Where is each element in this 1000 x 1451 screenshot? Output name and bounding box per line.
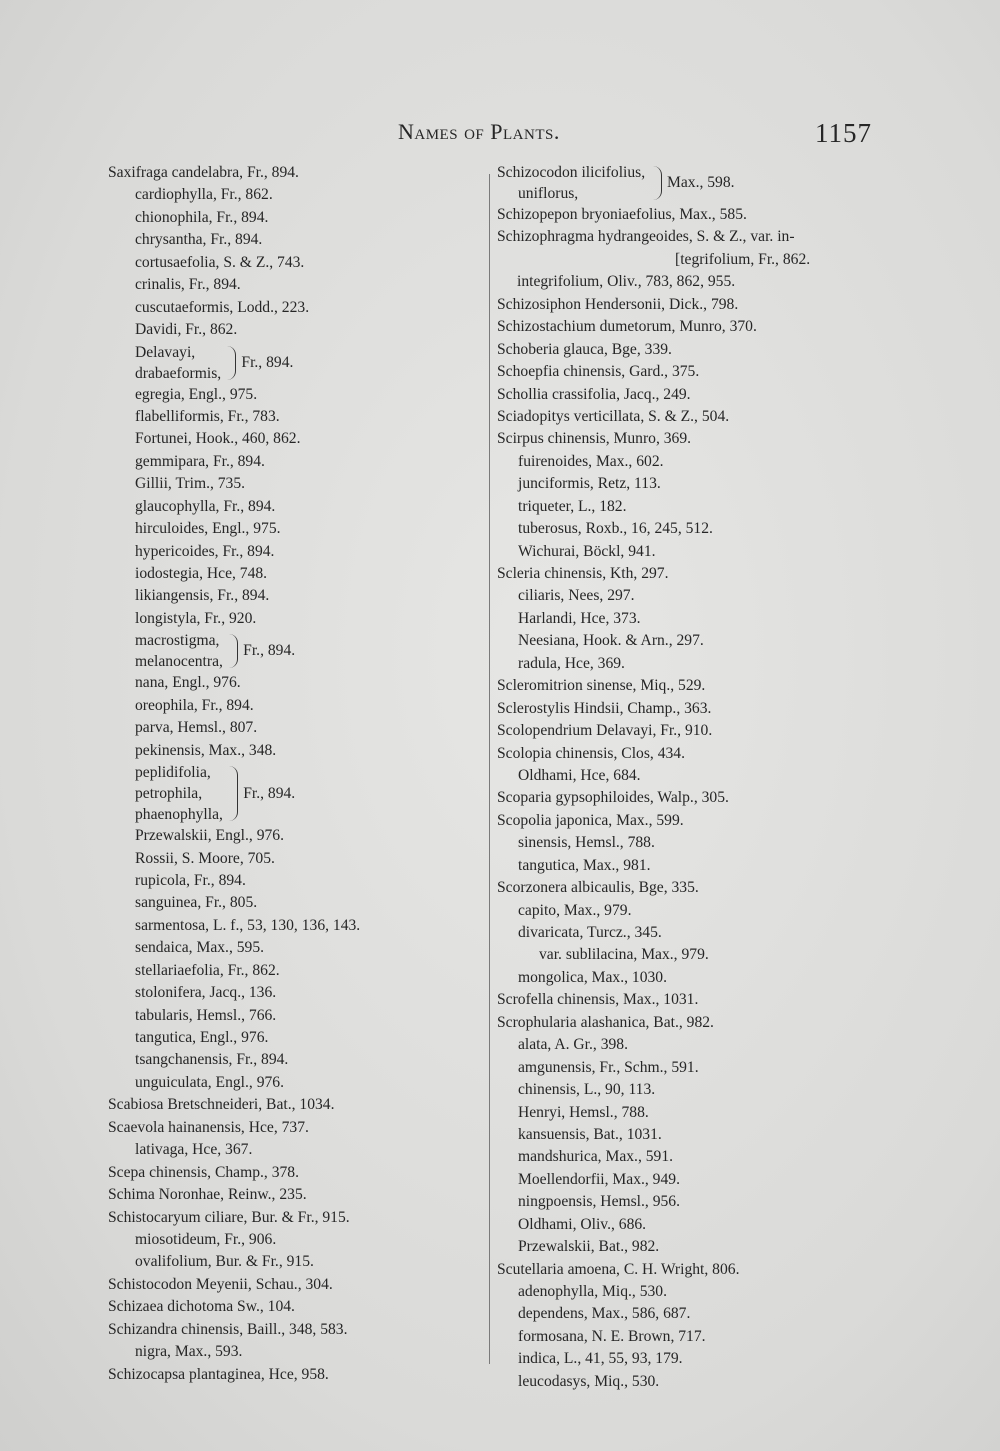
curly-brace-icon	[227, 346, 236, 380]
curly-brace-icon	[653, 166, 662, 200]
index-entry: drabaeformis,	[135, 364, 222, 382]
index-entry: likiangensis, Fr., 894.	[135, 587, 270, 605]
index-entry: triqueter, L., 182.	[518, 497, 627, 515]
bracketed-reference: Fr., 894.	[243, 642, 296, 660]
curly-brace-icon	[229, 766, 238, 821]
index-entry: Davidi, Fr., 862.	[135, 321, 238, 339]
header-word-1: Names	[398, 119, 459, 144]
index-entry: Przewalskii, Engl., 976.	[135, 827, 284, 845]
index-entry: Fortunei, Hook., 460, 862.	[135, 430, 301, 448]
index-entry: formosana, N. E. Brown, 717.	[518, 1327, 706, 1345]
index-entry: Oldhami, Hce, 684.	[518, 766, 641, 784]
index-entry: tangutica, Engl., 976.	[135, 1029, 269, 1046]
index-entry: Scepa chinensis, Champ., 378.	[108, 1163, 299, 1181]
index-entry: miosotideum, Fr., 906.	[135, 1230, 277, 1248]
index-entry: fuirenoides, Max., 602.	[518, 452, 664, 470]
index-entry: stellariaefolia, Fr., 862.	[135, 961, 280, 979]
index-entry: Moellendorfii, Max., 949.	[518, 1170, 680, 1188]
index-entry: Schima Noronhae, Reinw., 235.	[108, 1186, 307, 1204]
index-entry: Schizopepon bryoniaefolius, Max., 585.	[497, 206, 747, 223]
index-entry: Sclerostylis Hindsii, Champ., 363.	[497, 699, 712, 717]
index-entry: Scrofella chinensis, Max., 1031.	[497, 991, 699, 1009]
index-entry: iodostegia, Hce, 748.	[135, 565, 268, 582]
page-number: 1157	[815, 118, 872, 148]
index-entry: Delavayi,	[135, 343, 196, 361]
index-entry: hypericoides, Fr., 894.	[135, 542, 275, 560]
index-entry: amgunensis, Fr., Schm., 591.	[518, 1058, 699, 1076]
index-entry: capito, Max., 979.	[518, 901, 632, 919]
bracketed-reference: Max., 598.	[666, 174, 735, 191]
index-entry: Scrophularia alashanica, Bat., 982.	[497, 1013, 714, 1031]
index-entry: Rossii, S. Moore, 705.	[135, 849, 275, 867]
index-entry: cortusaefolia, S. & Z., 743.	[135, 253, 305, 271]
index-entry: hirculoides, Engl., 975.	[135, 520, 281, 538]
index-entry: divaricata, Turcz., 345.	[518, 924, 662, 941]
index-entry: Scaevola hainanensis, Hce, 737.	[108, 1118, 309, 1136]
index-entry: unguiculata, Engl., 976.	[135, 1073, 284, 1091]
index-entry: petrophila,	[135, 785, 203, 803]
bracketed-reference: Fr., 894.	[241, 353, 294, 371]
index-entry: Scolopia chinensis, Clos, 434.	[497, 744, 685, 762]
index-entry: adenophylla, Miq., 530.	[518, 1283, 667, 1300]
index-entry: chionophila, Fr., 894.	[135, 208, 269, 226]
index-entry: cuscutaeformis, Lodd., 223.	[135, 298, 310, 316]
header-word-3: Plants.	[490, 119, 560, 144]
index-entry: Schizostachium dumetorum, Munro, 370.	[497, 318, 757, 336]
index-entry: Gillii, Trim., 735.	[135, 475, 246, 493]
index-entry: oreophila, Fr., 894.	[135, 696, 254, 714]
index-entry: alata, A. Gr., 398.	[518, 1036, 629, 1054]
index-entry: tabularis, Hemsl., 766.	[135, 1006, 277, 1024]
index-entry: Harlandi, Hce, 373.	[518, 609, 641, 627]
index-entry: macrostigma,	[135, 632, 220, 650]
index-entry: dependens, Max., 586, 687.	[518, 1305, 691, 1323]
index-entry: tsangchanensis, Fr., 894.	[135, 1051, 289, 1069]
index-entry: nigra, Max., 593.	[135, 1343, 243, 1361]
right-column	[497, 162, 877, 1393]
bracketed-entry-group	[108, 762, 493, 825]
index-entry: Schoberia glauca, Bge, 339.	[497, 340, 672, 358]
index-entry: peplidifolia,	[135, 764, 211, 782]
index-entry: glaucophylla, Fr., 894.	[135, 497, 276, 515]
index-entry: Schizaea dichotoma Sw., 104.	[108, 1298, 295, 1316]
index-entry: Scolopendrium Delavayi, Fr., 910.	[497, 722, 713, 740]
index-entry: Scleria chinensis, Kth, 297.	[497, 565, 669, 582]
index-entry: chrysantha, Fr., 894.	[135, 231, 263, 249]
index-entry: gemmipara, Fr., 894.	[135, 452, 265, 470]
index-entry: Schizophragma hydrangeoides, S. & Z., var. in-	[497, 228, 795, 246]
index-entry: melanocentra,	[135, 653, 223, 671]
index-entry: mandshurica, Max., 591.	[518, 1148, 674, 1166]
index-entry: parva, Hemsl., 807.	[135, 719, 258, 737]
index-entry: crinalis, Fr., 894.	[135, 276, 241, 294]
index-entry: Scirpus chinensis, Munro, 369.	[497, 430, 692, 448]
index-entry: Neesiana, Hook. & Arn., 297.	[518, 632, 704, 650]
index-entry: Schistocodon Meyenii, Schau., 304.	[108, 1275, 333, 1293]
index-entry: tangutica, Max., 981.	[518, 856, 651, 874]
index-entry: tuberosus, Roxb., 16, 245, 512.	[518, 520, 713, 538]
index-entry: Oldhami, Oliv., 686.	[518, 1215, 647, 1233]
index-entry: indica, L., 41, 55, 93, 179.	[518, 1350, 683, 1368]
index-entry: rupicola, Fr., 894.	[135, 871, 246, 889]
index-entry: ningpoensis, Hemsl., 956.	[518, 1193, 680, 1211]
index-entry: Scopolia japonica, Max., 599.	[497, 811, 684, 829]
index-entry: egregia, Engl., 975.	[135, 385, 258, 403]
index-entry: sanguinea, Fr., 805.	[135, 894, 258, 912]
bracketed-entry-group	[108, 342, 493, 384]
index-entry: radula, Hce, 369.	[518, 654, 625, 672]
left-column	[108, 162, 493, 1386]
index-entry: Saxifraga candelabra, Fr., 894.	[108, 164, 299, 181]
index-entry: Scutellaria amoena, C. H. Wright, 806.	[497, 1260, 740, 1278]
index-entry: nana, Engl., 976.	[135, 674, 241, 692]
index-entry: Scoparia gypsophiloides, Walp., 305.	[497, 789, 729, 807]
index-entry: Schizandra chinensis, Baill., 348, 583.	[108, 1320, 348, 1338]
index-entry: Schoepfia chinensis, Gard., 375.	[497, 363, 700, 381]
bracketed-entry-group	[497, 162, 877, 204]
index-entry: leucodasys, Miq., 530.	[518, 1372, 660, 1390]
index-entry: cardiophylla, Fr., 862.	[135, 186, 273, 204]
index-entry: longistyla, Fr., 920.	[135, 609, 257, 627]
index-entry: sinensis, Hemsl., 788.	[518, 834, 655, 852]
index-entry: Przewalskii, Bat., 982.	[518, 1238, 660, 1256]
index-entry: Henryi, Hemsl., 788.	[518, 1103, 649, 1121]
index-entry: sendaica, Max., 595.	[135, 939, 265, 957]
index-entry: Schollia crassifolia, Jacq., 249.	[497, 385, 691, 403]
bracketed-entry-group	[108, 630, 493, 672]
header-word-2: of	[464, 119, 485, 144]
index-entry: [tegrifolium, Fr., 862.	[675, 250, 811, 268]
index-entry: kansuensis, Bat., 1031.	[518, 1125, 662, 1143]
index-entry: Schizocapsa plantaginea, Hce, 958.	[108, 1365, 329, 1383]
index-entry: phaenophylla,	[135, 806, 223, 824]
index-entry: Schizocodon ilicifolius,	[497, 164, 646, 181]
index-entry: flabelliformis, Fr., 783.	[135, 407, 280, 425]
index-entry: Wichurai, Böckl, 941.	[518, 542, 656, 560]
index-entry: Schistocaryum ciliare, Bur. & Fr., 915.	[108, 1208, 350, 1226]
index-entry: integrifolium, Oliv., 783, 862, 955.	[517, 273, 736, 291]
index-entry: junciformis, Retz, 113.	[518, 475, 661, 493]
index-entry: Schizosiphon Hendersonii, Dick., 798.	[497, 295, 739, 313]
index-entry: mongolica, Max., 1030.	[518, 968, 667, 986]
index-entry: pekinensis, Max., 348.	[135, 741, 277, 759]
index-entry: Scabiosa Bretschneideri, Bat., 1034.	[108, 1096, 335, 1114]
index-entry: Scorzonera albicaulis, Bge, 335.	[497, 879, 699, 897]
index-entry: lativaga, Hce, 367.	[135, 1141, 253, 1159]
index-entry: uniflorus,	[518, 185, 579, 202]
running-header	[398, 119, 560, 145]
index-entry: Sciadopitys verticillata, S. & Z., 504.	[497, 407, 730, 425]
index-entry: ciliaris, Nees, 297.	[518, 587, 635, 605]
index-entry: ovalifolium, Bur. & Fr., 915.	[135, 1253, 314, 1271]
index-entry: var. sublilacina, Max., 979.	[539, 946, 709, 964]
index-entry: stolonifera, Jacq., 136.	[135, 984, 277, 1002]
index-entry: chinensis, L., 90, 113.	[518, 1081, 656, 1099]
bracketed-reference: Fr., 894.	[243, 784, 296, 802]
index-entry: Scleromitrion sinense, Miq., 529.	[497, 677, 706, 695]
curly-brace-icon	[229, 634, 238, 668]
index-entry: sarmentosa, L. f., 53, 130, 136, 143.	[135, 916, 361, 934]
